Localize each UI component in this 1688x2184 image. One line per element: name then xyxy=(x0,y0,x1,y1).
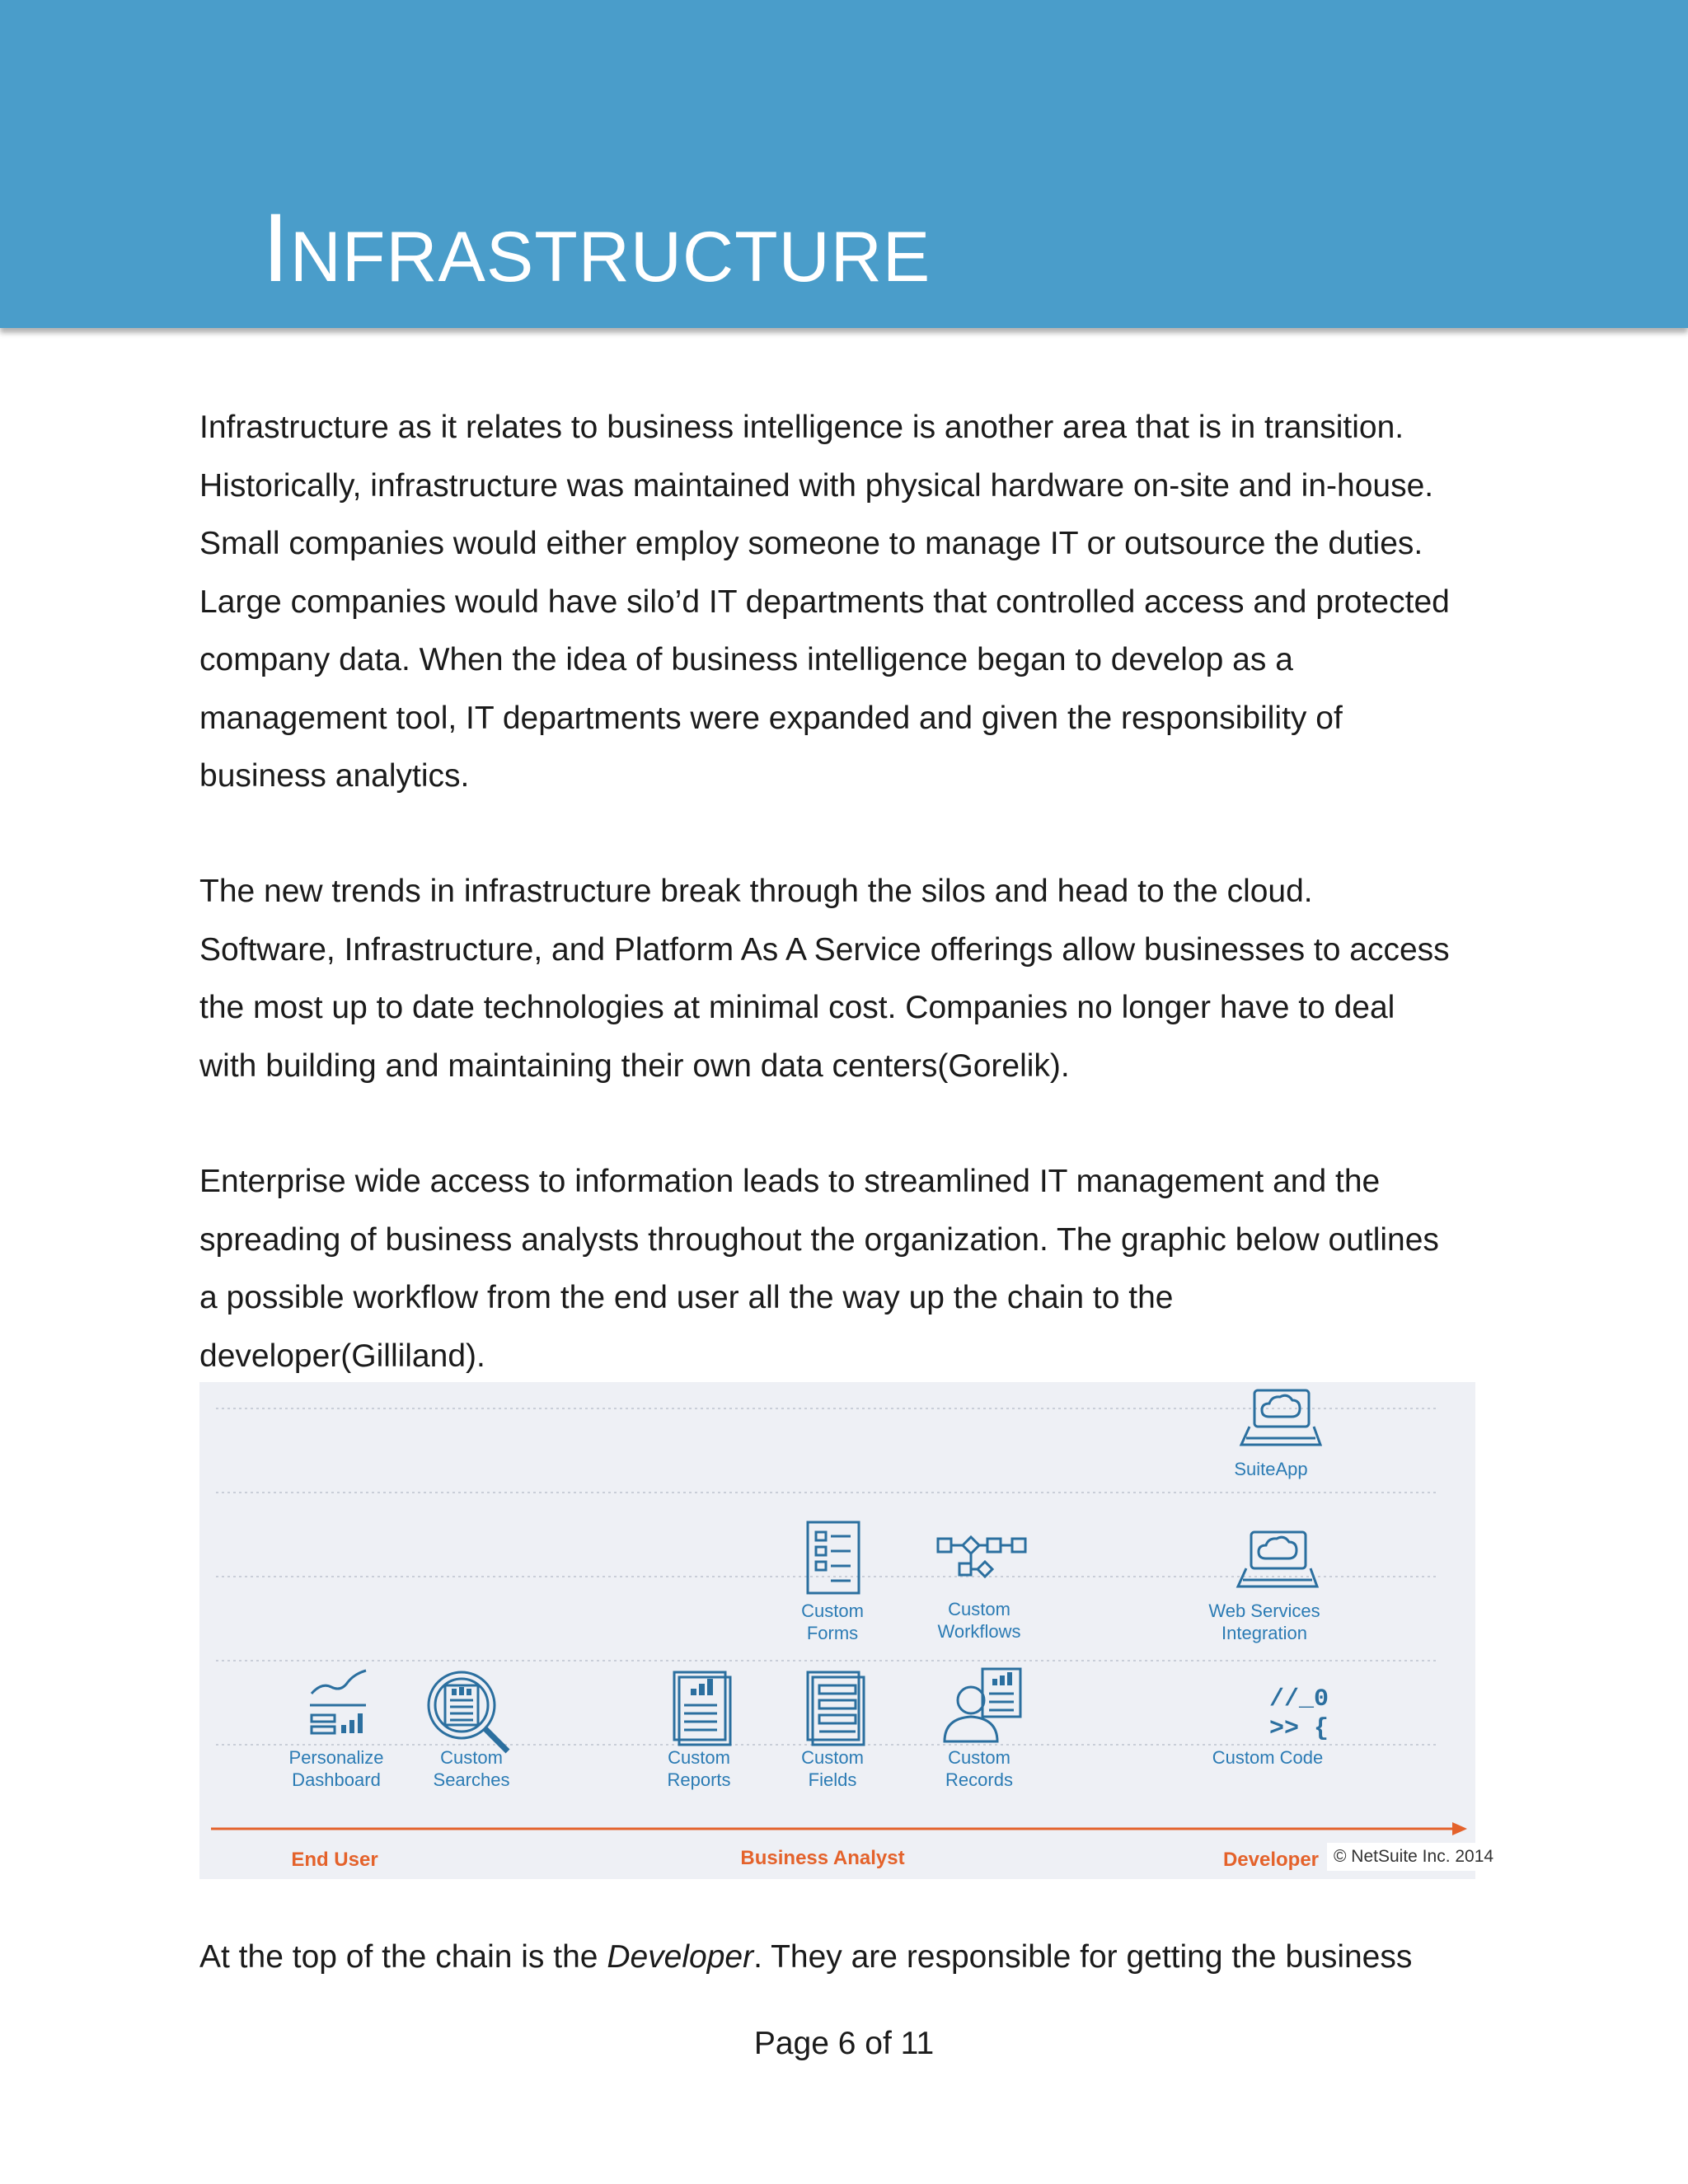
web-services-label xyxy=(1208,1600,1320,1644)
workflow-arrow xyxy=(211,1822,1467,1835)
label-line: Fields xyxy=(808,1769,857,1790)
text-line: with building and maintaining their own data centers(Gorelik). xyxy=(199,1047,1070,1084)
role-end-user: End User xyxy=(291,1849,378,1871)
paragraph-enterprise-access xyxy=(199,1153,1535,1385)
text-line: Software, Infrastructure, and Platform As A Service offerings allow businesses to access xyxy=(199,931,1450,968)
text-run: At the top of the chain is the xyxy=(199,1939,607,1975)
personalize-dashboard-icon xyxy=(310,1671,366,1733)
code-glyph-bottom: >> { xyxy=(1269,1715,1329,1743)
role-business-analyst: Business Analyst xyxy=(740,1847,905,1869)
text-line xyxy=(199,1929,1535,1987)
dashboard-bars-icon xyxy=(341,1713,363,1733)
text-line: Historically, infrastructure was maintained with physical hardware on-site and in-house. xyxy=(199,467,1434,504)
custom-fields-icon xyxy=(808,1672,864,1745)
header-band xyxy=(0,0,1688,328)
label-line: Records xyxy=(945,1769,1013,1790)
custom-records-label xyxy=(945,1746,1013,1791)
text-line: company data. When the idea of business intelligence began to develop as a xyxy=(199,642,1293,677)
custom-workflows-icon xyxy=(938,1537,1025,1577)
label-line: Reports xyxy=(667,1769,731,1790)
label-line: Custom xyxy=(440,1747,503,1768)
custom-fields-label xyxy=(801,1746,864,1791)
label-line: Custom xyxy=(801,1601,864,1621)
suiteapp-label: SuiteApp xyxy=(1234,1459,1308,1479)
page-number: Page 6 of 11 xyxy=(753,2026,935,2061)
text-line: a possible workflow from the end user all the way up the chain to the xyxy=(199,1280,1174,1315)
paragraph-developer-intro xyxy=(199,1929,1535,1987)
label-line: Web Services xyxy=(1208,1601,1320,1621)
label-line: Dashboard xyxy=(292,1769,381,1790)
custom-workflows-label xyxy=(937,1598,1020,1643)
custom-code-label: Custom Code xyxy=(1212,1747,1324,1768)
role-developer: Developer xyxy=(1222,1849,1320,1871)
text-line: spreading of business analysts throughout the organization. The graphic below outlines xyxy=(199,1221,1439,1258)
paragraph-cloud-trends xyxy=(199,863,1535,1095)
label-line: Integration xyxy=(1221,1623,1307,1643)
workflow-figure xyxy=(199,1382,1475,1879)
label-line: Searches xyxy=(433,1769,510,1790)
suiteapp-icon xyxy=(1241,1390,1320,1445)
web-services-icon xyxy=(1238,1532,1317,1586)
label-line: Personalize xyxy=(288,1747,384,1768)
developer-emphasis: Developer xyxy=(607,1939,754,1975)
custom-searches-icon xyxy=(429,1672,508,1751)
custom-reports-icon xyxy=(674,1672,730,1745)
text-line: Small companies would either employ someone to manage IT or outsource the duties. xyxy=(199,526,1423,561)
label-line: Custom xyxy=(668,1747,730,1768)
text-line: Enterprise wide access to information leads to streamlined IT management and the xyxy=(199,1164,1381,1199)
records-bars-icon xyxy=(992,1672,1012,1685)
custom-searches-label xyxy=(434,1746,510,1791)
label-line: Custom xyxy=(948,1599,1010,1619)
label-line: Custom xyxy=(801,1747,864,1768)
page-title xyxy=(262,194,931,302)
paragraph-infrastructure-transition xyxy=(199,399,1535,806)
label-line: Custom xyxy=(948,1747,1010,1768)
label-line: Forms xyxy=(806,1623,859,1643)
text-line: Large companies would have silo’d IT departments that controlled access and protected xyxy=(199,583,1450,620)
label-line: Workflows xyxy=(937,1621,1021,1642)
code-glyph-top: //_0 xyxy=(1269,1685,1329,1713)
page-title-initial: I xyxy=(262,194,290,302)
text-line: the most up to date technologies at minimal cost. Companies no longer have to deal xyxy=(199,990,1395,1025)
text-line: The new trends in infrastructure break through the silos and head to the cloud. xyxy=(199,874,1313,909)
text-line: business analytics. xyxy=(199,758,470,794)
custom-forms-icon xyxy=(808,1522,859,1593)
figure-copyright: © NetSuite Inc. 2014 xyxy=(1327,1843,1515,1871)
custom-forms-label xyxy=(801,1600,864,1644)
personalize-dashboard-label xyxy=(289,1746,384,1791)
page-title-rest: NFRASTRUCTURE xyxy=(289,218,931,297)
text-line: management tool, IT departments were expanded and given the responsibility of xyxy=(199,700,1343,736)
reports-bars-icon xyxy=(691,1679,713,1695)
searches-bars-icon xyxy=(452,1687,471,1695)
text-run: . They are responsible for getting the business xyxy=(753,1939,1413,1975)
custom-reports-label xyxy=(667,1746,730,1791)
text-line: developer(Gilliland). xyxy=(199,1338,485,1374)
text-line: Infrastructure as it relates to business intelligence is another area that is in transition. xyxy=(199,410,1404,445)
